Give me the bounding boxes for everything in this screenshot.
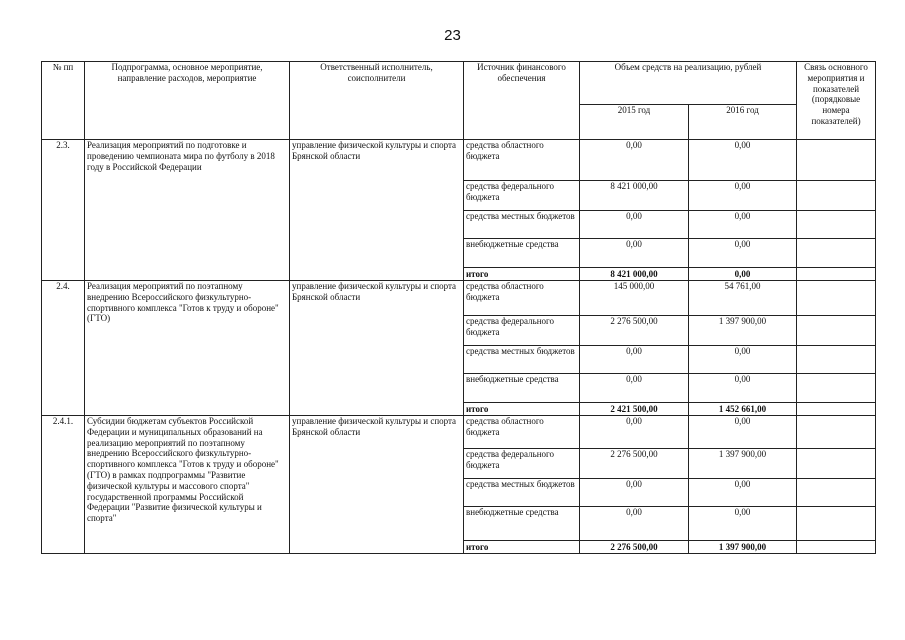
amount-2016: 0,00 [689, 507, 797, 541]
funding-source: средства местных бюджетов [464, 479, 580, 507]
amount-2016: 0,00 [689, 181, 797, 211]
table-row [42, 140, 876, 181]
indicator-link-cell [797, 541, 876, 554]
amount-2015: 0,00 [580, 374, 689, 403]
amount-2015: 0,00 [580, 239, 689, 268]
amount-2016: 0,00 [689, 211, 797, 239]
funding-source: средства федерального бюджета [464, 316, 580, 346]
indicator-link-cell [797, 211, 876, 239]
header-volume: Объем средств на реализацию, рублей [580, 62, 797, 105]
indicator-link-cell [797, 239, 876, 268]
indicator-link-cell [797, 479, 876, 507]
header-year-2016: 2016 год [689, 105, 797, 140]
header-num: № пп [42, 62, 85, 140]
amount-2015: 0,00 [580, 346, 689, 374]
indicator-link-cell [797, 268, 876, 281]
section-name: Реализация мероприятий по подготовке и проведению чемпионата мира по футболу в 2018 году в Российской Федерации [85, 140, 290, 281]
header-year-2015: 2015 год [580, 105, 689, 140]
amount-2015: 0,00 [580, 416, 689, 449]
funding-source: внебюджетные средства [464, 239, 580, 268]
indicator-link-cell [797, 316, 876, 346]
indicator-link-cell [797, 416, 876, 449]
indicator-link-cell [797, 403, 876, 416]
funding-source: средства федерального бюджета [464, 181, 580, 211]
table-row [42, 416, 876, 449]
amount-2016: 1 397 900,00 [689, 449, 797, 479]
indicator-link-cell [797, 140, 876, 181]
amount-2015: 8 421 000,00 [580, 181, 689, 211]
total-label: итого [464, 403, 580, 416]
table-row [42, 281, 876, 316]
indicator-link-cell [797, 346, 876, 374]
funding-source: средства областного бюджета [464, 281, 580, 316]
section-executor: управление физической культуры и спорта Брянской области [290, 281, 464, 416]
header-executor: Ответственный исполнитель, соисполнители [290, 62, 464, 140]
indicator-link-cell [797, 181, 876, 211]
amount-2015: 2 421 500,00 [580, 403, 689, 416]
total-label: итого [464, 541, 580, 554]
indicator-link-cell [797, 449, 876, 479]
amount-2016: 1 397 900,00 [689, 541, 797, 554]
section-name: Субсидии бюджетам субъектов Российской Федерации и муниципальных образований на реализацию мероприятий по поэтапному внедрению Всероссийского физкультурно-спортивного комплекса "Готов к труду и обороне" (ГТО) в рамках подпрограммы "Развитие физической культуры и массового спорта" государственной программы Российской Федерации "Развитие физической культуры и спорта" [85, 416, 290, 554]
amount-2015: 2 276 500,00 [580, 316, 689, 346]
funding-source: внебюджетные средства [464, 507, 580, 541]
amount-2016: 0,00 [689, 479, 797, 507]
header-link: Связь основного мероприятия и показателей (порядковые номера показателей) [797, 62, 876, 140]
funding-source: средства областного бюджета [464, 140, 580, 181]
amount-2015: 2 276 500,00 [580, 541, 689, 554]
amount-2015: 0,00 [580, 211, 689, 239]
indicator-link-cell [797, 374, 876, 403]
funding-source: средства местных бюджетов [464, 346, 580, 374]
amount-2016: 1 397 900,00 [689, 316, 797, 346]
header-program: Подпрограмма, основное мероприятие, направление расходов, мероприятие [85, 62, 290, 140]
amount-2016: 0,00 [689, 239, 797, 268]
amount-2015: 2 276 500,00 [580, 449, 689, 479]
header-source: Источник финансового обеспечения [464, 62, 580, 140]
funding-source: внебюджетные средства [464, 374, 580, 403]
section-number: 2.4. [42, 281, 85, 416]
amount-2016: 0,00 [689, 374, 797, 403]
amount-2016: 0,00 [689, 346, 797, 374]
amount-2016: 0,00 [689, 416, 797, 449]
section-number: 2.3. [42, 140, 85, 281]
table-body [42, 140, 876, 554]
amount-2015: 145 000,00 [580, 281, 689, 316]
indicator-link-cell [797, 507, 876, 541]
amount-2016: 0,00 [689, 268, 797, 281]
amount-2015: 0,00 [580, 479, 689, 507]
funding-source: средства областного бюджета [464, 416, 580, 449]
amount-2015: 0,00 [580, 140, 689, 181]
amount-2015: 8 421 000,00 [580, 268, 689, 281]
section-name: Реализация мероприятий по поэтапному внедрению Всероссийского физкультурно-спортивного комплекса "Готов к труду и обороне" (ГТО) [85, 281, 290, 416]
section-executor: управление физической культуры и спорта Брянской области [290, 416, 464, 554]
amount-2016: 54 761,00 [689, 281, 797, 316]
section-number: 2.4.1. [42, 416, 85, 554]
funding-source: средства местных бюджетов [464, 211, 580, 239]
indicator-link-cell [797, 281, 876, 316]
amount-2015: 0,00 [580, 507, 689, 541]
amount-2016: 0,00 [689, 140, 797, 181]
total-label: итого [464, 268, 580, 281]
page-number: 23 [444, 27, 461, 44]
budget-table [41, 61, 876, 554]
funding-source: средства федерального бюджета [464, 449, 580, 479]
section-executor: управление физической культуры и спорта Брянской области [290, 140, 464, 281]
amount-2016: 1 452 661,00 [689, 403, 797, 416]
